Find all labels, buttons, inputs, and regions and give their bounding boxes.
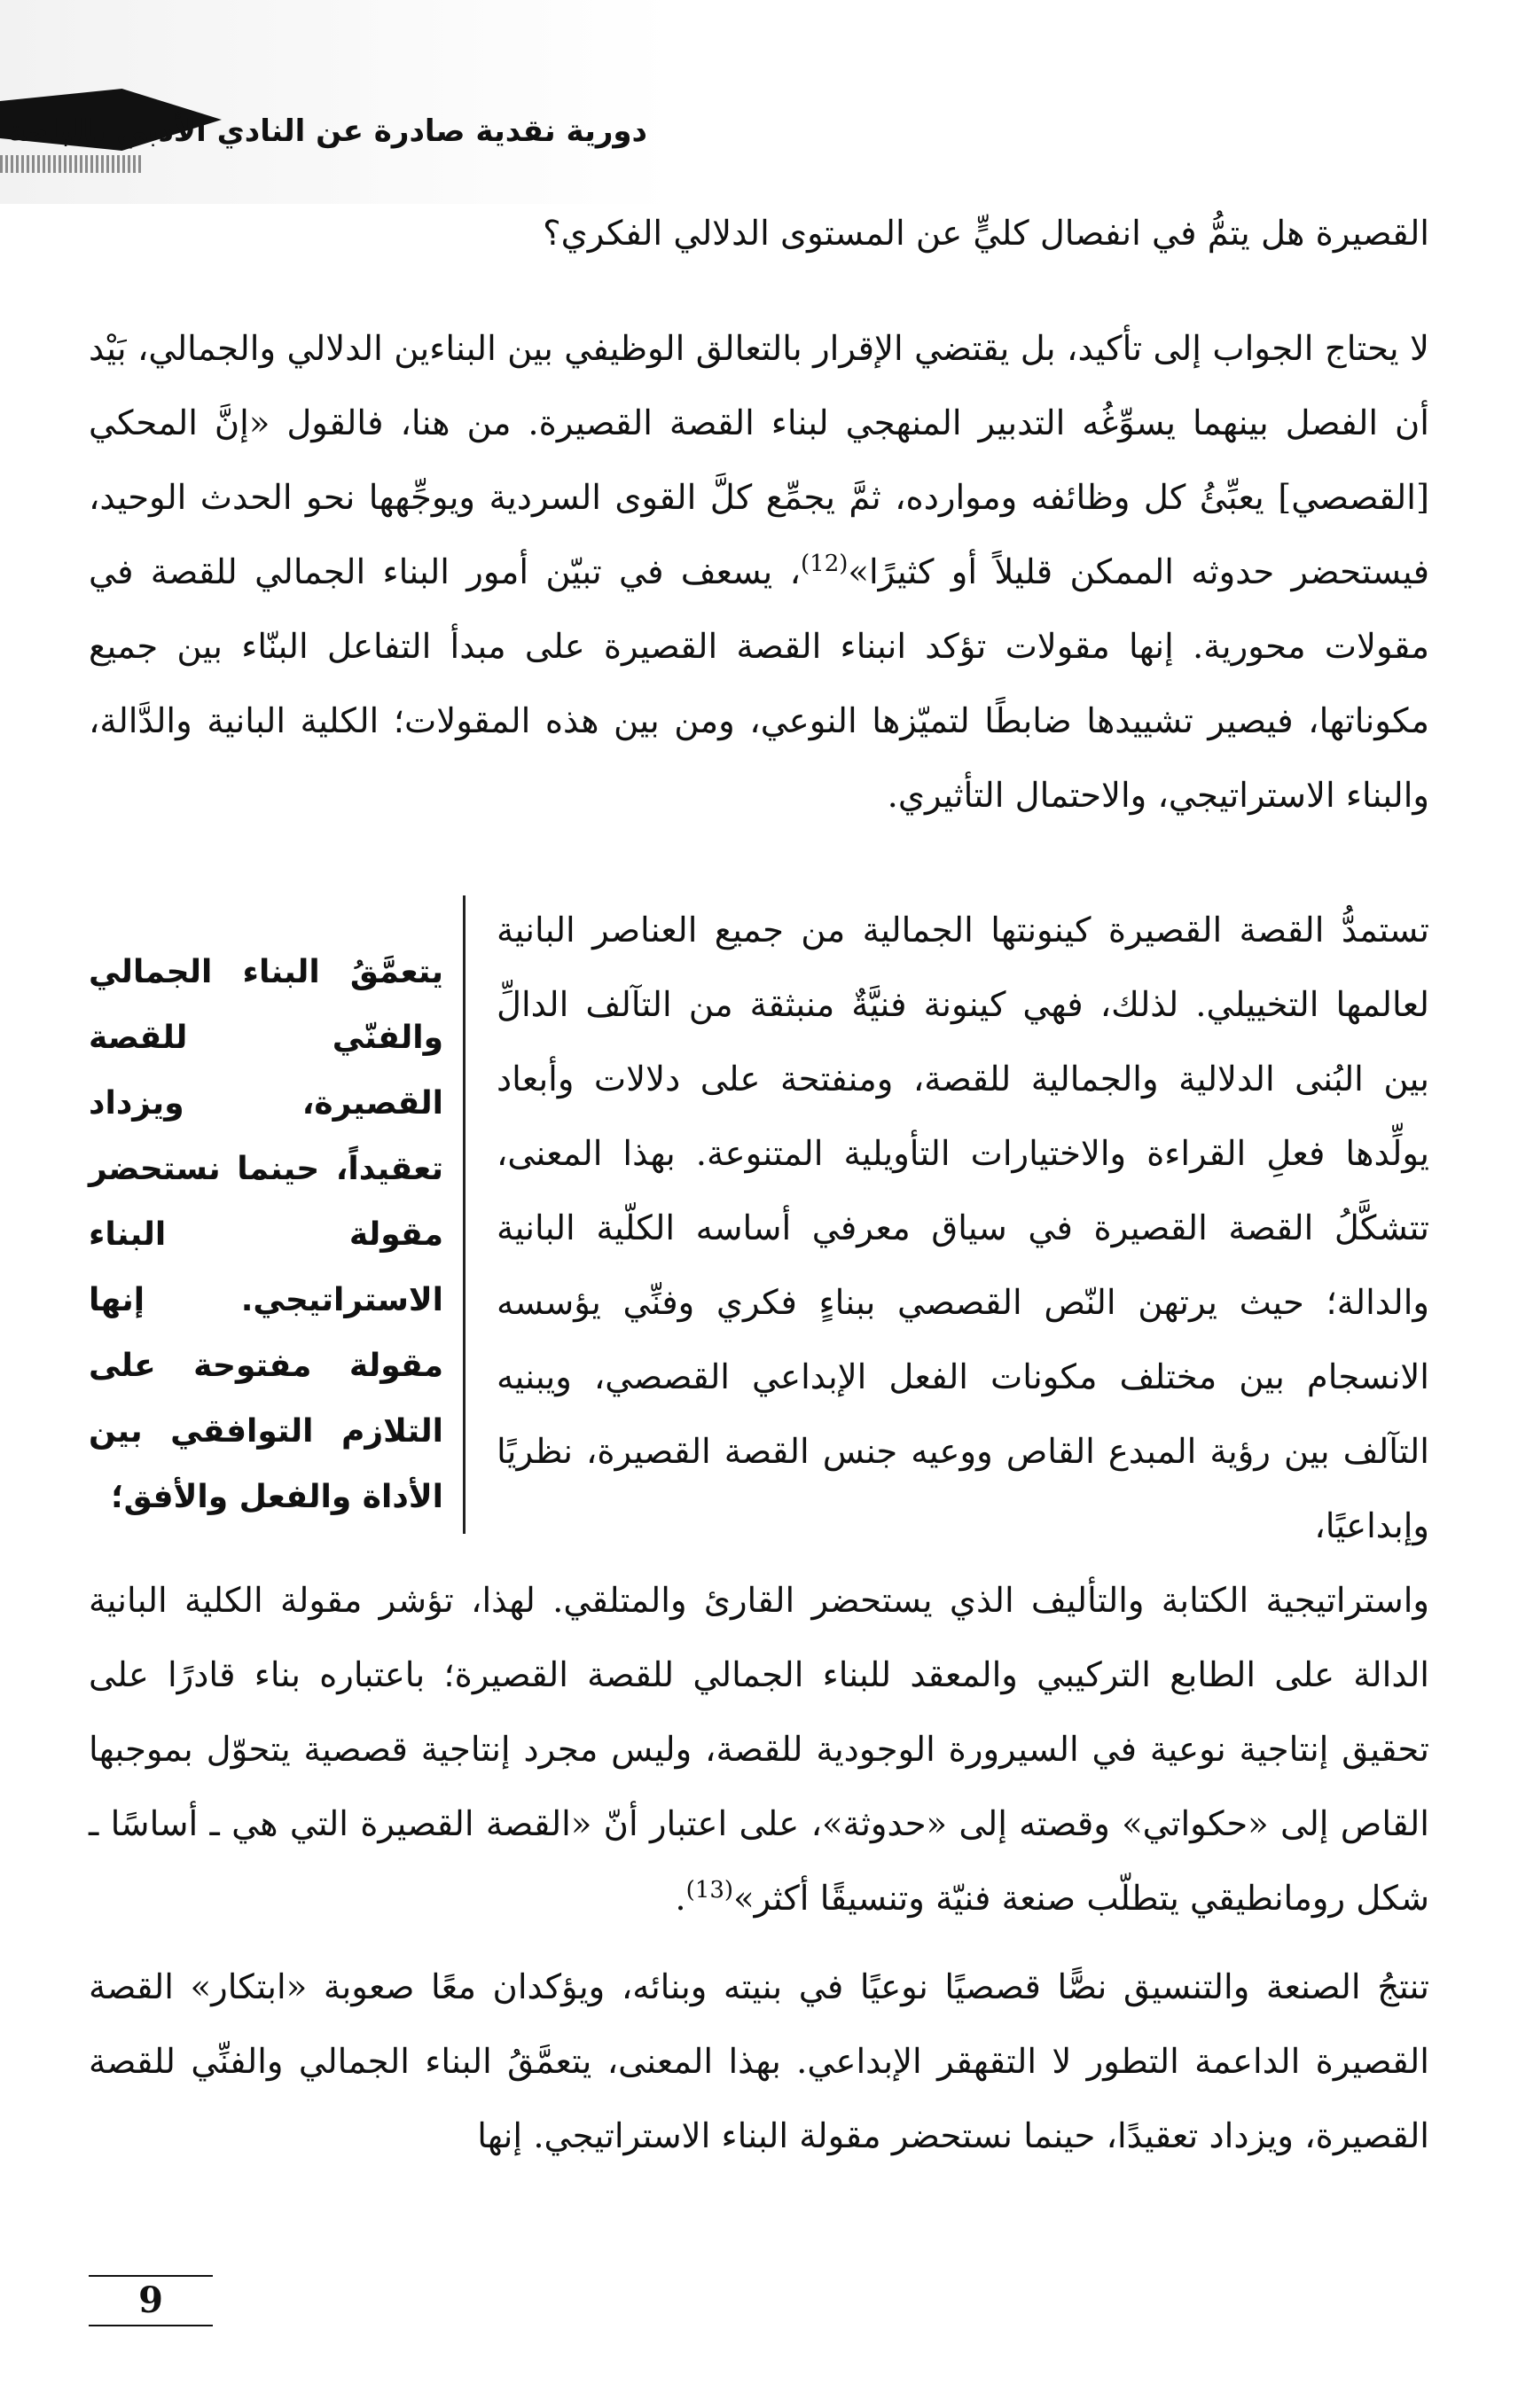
paragraph-2-continuation: ، يسعف في تبيّن أمور البناء الجمالي للقصة في مقولات محورية. إنها مقولات تؤكد انبناء القصة القصيرة على مبدأ التفاعل البنّاء بين جميع مكوناتها، فيصير تشييدها ضابطًا لتميّزها النوعي، ومن بين هذه المقولات؛ الكلية البانية والدَّالة، والبناء الاستراتيجي، والاحتمال التأثيري.	[89, 552, 1429, 816]
paragraph-4-text: واستراتيجية الكتابة والتأليف الذي يستحضر القارئ والمتلقي. لهذا، تؤشر مقولة الكلية البانية الدالة على الطابع التركيبي والمعقد للبناء الجمالي للقصة القصيرة؛ باعتباره بناء قادرًا على تحقيق إنتاجية نوعية في السيرورة الوجودية للقصة، وليس مجرد إنتاجية قصصية يتحوّل بموجبها القاص إلى «حكواتي» وقصته إلى «حدوثة»، على اعتبار أنّ «القصة القصيرة التي هي ـ أساسًا ـ شكل رومانطيقي يتطلّب صنعة فنيّة وتنسيقًا أكثر»	[89, 1581, 1429, 1919]
pull-quote: يتعمَّقُ البناء الجمالي والفنّي للقصة القصيرة، ويزداد تعقيداً، حينما نستحضر مقولة البناء الاستراتيجي. إنها مقولة مفتوحة على التلازم التوافقي بين الأداة والفعل والأفق؛	[89, 954, 443, 1515]
paragraph-2-text: لا يحتاج الجواب إلى تأكيد، بل يقتضي الإقرار بالتعالق الوظيفي بين البناءين الدلالي والجمالي، بَيْد أن الفصل بينهما يسوِّغُه التدبير المنهجي لبناء القصة القصيرة. من هنا، فالقول «إنَّ المحكي [القصصي] يعبِّئُ كل وظائفه وموارده، ثمَّ يجمِّع كلَّ القوى السردية ويوجِّهها نحو الحدث الوحيد، فيستحضر حدوثه الممكن قليلاً أو كثيرًا»	[89, 329, 1429, 592]
footnote-ref-12: (12)	[801, 551, 849, 578]
paragraph-1	[89, 197, 1429, 271]
header-ornament-rule	[0, 155, 142, 173]
paragraph-4	[89, 1564, 1429, 1936]
paragraph-5-text: تنتجُ الصنعة والتنسيق نصًّا قصصيًا نوعيًا في بنيته وبنائه، ويؤكدان معًا صعوبة «ابتكار» القصة القصيرة الداعمة التطور لا التقهقر الإبداعي. بهذا المعنى، يتعمَّقُ البناء الجمالي والفنِّي للقصة القصيرة، ويزداد تعقيدًا، حينما نستحضر مقولة البناء الاستراتيجي. إنها	[89, 1967, 1429, 2156]
paragraph-3-text: تستمدُّ القصة القصيرة كينونتها الجمالية من جميع العناصر البانية لعالمها التخييلي. لذلك، فهي كينونة فنيَّةٌ منبثقة من التآلف الدالِّ بين البُنى الدلالية والجمالية للقصة، ومنفتحة على دلالات وأبعاد يولِّدها فعلِ القراءة والاختيارات التأويلية المتنوعة. بهذا المعنى، تتشكَّلُ القصة القصيرة في سياق معرفي أساسه الكلّية البانية والدالة؛ حيث يرتهن النّص القصصي ببناءٍ فكري وفنِّي يؤسسه الانسجام بين مختلف مكونات الفعل الإبداعي القصصي، ويبنيه التآلف بين رؤية المبدع القاص ووعيه جنس القصة القصيرة، نظريًا وإبداعيًا،	[497, 911, 1429, 1546]
paragraph-2	[89, 312, 1429, 833]
paragraph-5	[89, 1951, 1429, 2174]
paragraph-1-text: القصيرة هل يتمُّ في انفصال كليٍّ عن المستوى الدلالي الفكري؟	[543, 214, 1429, 254]
footnote-ref-13: (13)	[685, 1877, 734, 1904]
column-divider	[463, 895, 466, 1534]
paragraph-4-end: .	[675, 1879, 686, 1919]
journal-title: دورية نقدية صادرة عن النادي الأدبي بالباحة	[8, 113, 647, 149]
paragraph-3	[497, 894, 1429, 1564]
page-number: 9	[89, 2275, 213, 2326]
